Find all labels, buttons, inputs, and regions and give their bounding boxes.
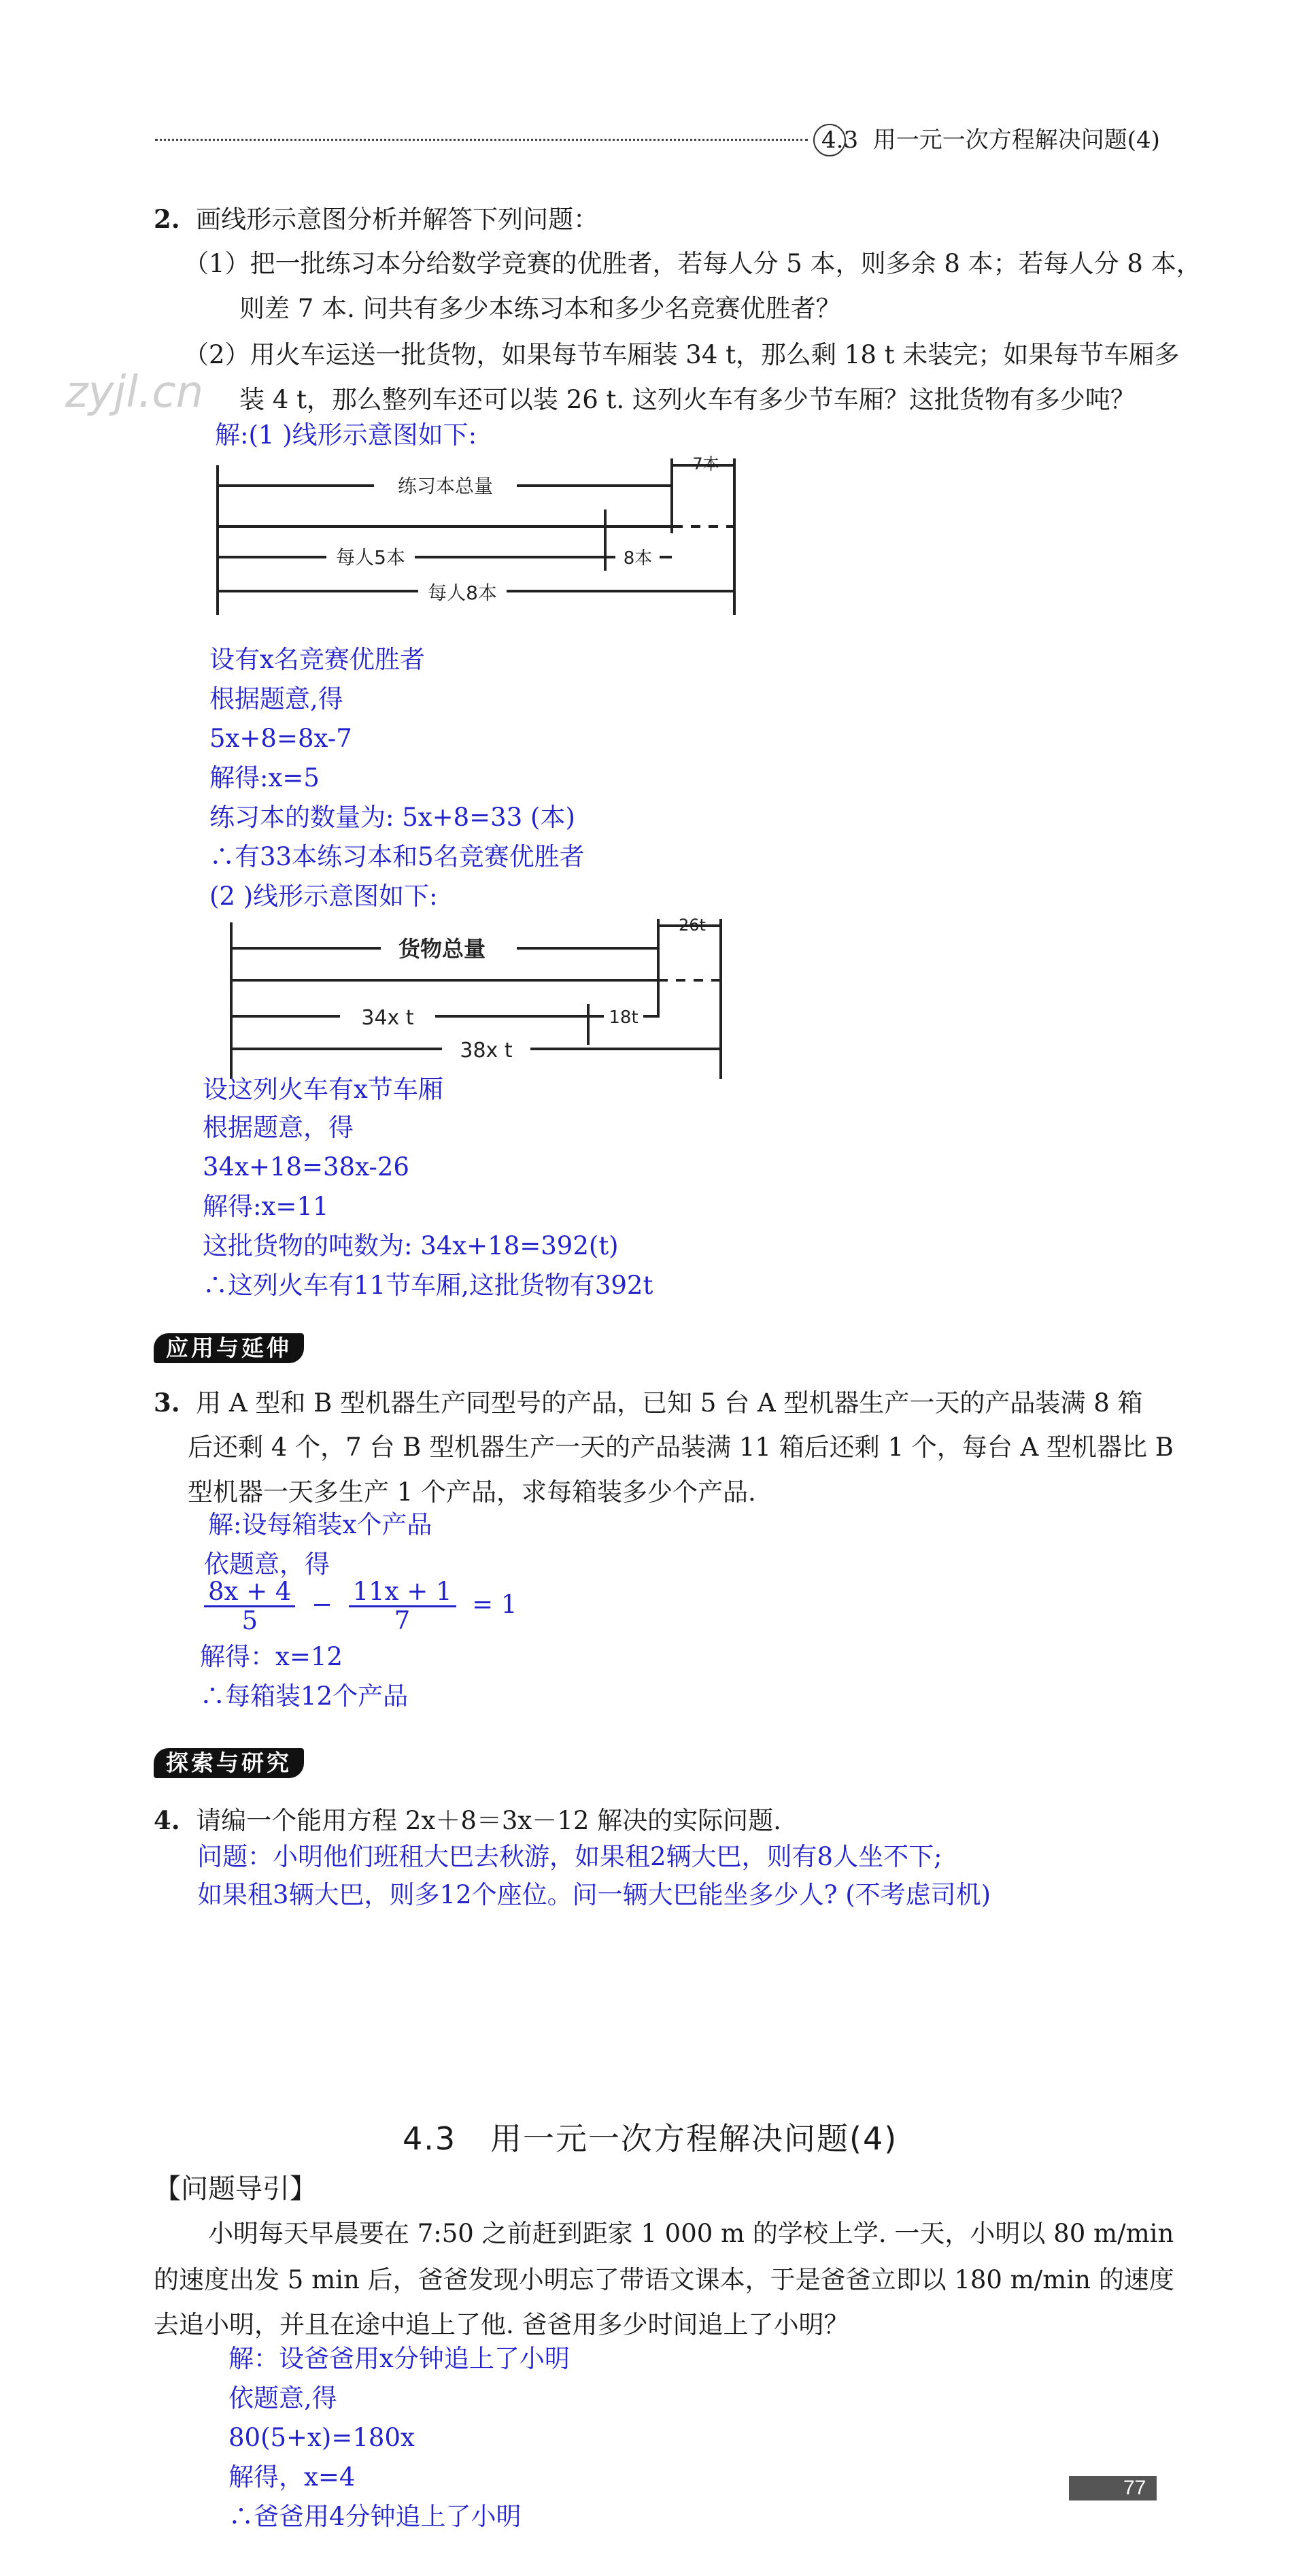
section-badge-explore: 探索与研究 <box>154 1748 304 1778</box>
diagram2-rem-label: 18t <box>609 1007 639 1028</box>
q3-answer-4: ∴每箱装12个产品 <box>200 1682 409 1711</box>
header-section-no: 4.3 <box>821 127 859 154</box>
q2-stem <box>154 204 598 235</box>
q2-diagram-2 <box>218 916 755 1086</box>
guide-answer-3: 80(5+x)=180x <box>228 2423 415 2452</box>
q3-frac1-den: 5 <box>241 1606 258 1635</box>
q3-answer-3: 解得：x=12 <box>200 1642 343 1671</box>
q3-equation <box>204 1578 517 1635</box>
q2-answer-line-13: 这批货物的吨数为: 34x+18=392(t) <box>203 1231 619 1260</box>
q2-answer-line-1: 解:(1 )线形示意图如下: <box>215 420 477 450</box>
guide-answer-1: 解：设爸爸用x分钟追上了小明 <box>228 2344 570 2373</box>
section-title-text: 用一元一次方程解决问题(4) <box>490 2120 898 2157</box>
guide-line-1: 小明每天早晨要在 7:50 之前赶到距家 1 000 m 的学校上学. 一天，小明以 80 m/min <box>208 2219 1174 2248</box>
diagram1-rem-label: 8本 <box>623 548 653 569</box>
guide-label: 【问题导引】 <box>154 2173 317 2205</box>
q2-answer-line-9: 设这列火车有x节车厢 <box>203 1075 443 1104</box>
q3-line2: 后还剩 4 个，7 台 B 型机器生产一天的产品装满 11 箱后还剩 1 个，每台 A 型机器比 B <box>188 1433 1174 1462</box>
q2-answer-line-2: 设有x名竞赛优胜者 <box>209 645 425 674</box>
q3-frac2-num: 11x + 1 <box>349 1578 456 1607</box>
header-title-text: 用一元一次方程解决问题(4) <box>872 127 1160 154</box>
q4-number: 4. <box>154 1805 180 1835</box>
watermark: zyjl.cn <box>65 367 204 418</box>
q2-answer-line-12: 解得:x=11 <box>203 1192 329 1221</box>
diagram2-per38-label: 38x t <box>460 1039 513 1063</box>
q3-line3: 型机器一天多生产 1 个产品，求每箱装多少个产品. <box>188 1477 756 1507</box>
guide-answer-5: ∴爸爸用4分钟追上了小明 <box>228 2502 522 2531</box>
q2-answer-line-3: 根据题意,得 <box>209 684 343 714</box>
q3-line1 <box>154 1388 1143 1418</box>
q2-answer-line-6: 练习本的数量为: 5x+8=33 (本) <box>209 803 575 832</box>
guide-answer-2: 依题意,得 <box>228 2383 337 2413</box>
section-title-no: 4.3 <box>403 2120 457 2157</box>
q4-answer-1: 问题：小明他们班租大巴去秋游，如果租2辆大巴，则有8人坐不下; <box>197 1842 942 1871</box>
section-title <box>403 2114 898 2159</box>
q4-stem-text: 请编一个能用方程 2x＋8＝3x－12 解决的实际问题. <box>196 1806 781 1835</box>
q2-diagram-1 <box>204 452 748 622</box>
guide-answer-4: 解得，x=4 <box>228 2462 356 2492</box>
q3-frac1-num: 8x + 4 <box>204 1578 295 1607</box>
q2-stem-text: 画线形示意图分析并解答下列问题： <box>196 205 599 234</box>
diagram2-total-label: 货物总量 <box>398 936 486 962</box>
guide-line-2: 的速度出发 5 min 后，爸爸发现小明忘了带语文课本，于是爸爸立即以 180 m/min 的速度 <box>154 2265 1174 2294</box>
q3-rhs: = 1 <box>472 1590 517 1619</box>
page-number: 77 <box>1069 2476 1157 2500</box>
guide-line-3: 去追小明，并且在途中追上了他. 爸爸用多少时间追上了小明？ <box>154 2310 849 2339</box>
q3-frac2-den: 7 <box>394 1606 411 1635</box>
q2-answer-line-10: 根据题意，得 <box>203 1113 354 1142</box>
diagram1-short-label: 7本 <box>692 454 719 473</box>
q4-stem <box>154 1805 781 1836</box>
q2-answer-line-8: (2 )线形示意图如下: <box>209 882 438 911</box>
q3-fraction-1 <box>204 1578 295 1635</box>
section-badge-apply: 应用与延伸 <box>154 1333 304 1363</box>
q3-fraction-2 <box>349 1578 456 1635</box>
header-rule <box>155 139 808 141</box>
diagram1-per5-label: 每人5本 <box>336 546 405 569</box>
diagram2-per34-label: 34x t <box>361 1006 414 1030</box>
q3-line1-text: 用 A 型和 B 型机器生产同型号的产品，已知 5 台 A 型机器生产一天的产品装满 8 箱 <box>196 1388 1143 1418</box>
diagram1-total-label: 练习本总量 <box>397 475 494 497</box>
q2-answer-line-14: ∴这列火车有11节车厢,这批货物有392t <box>203 1271 653 1300</box>
q3-number: 3. <box>154 1388 180 1418</box>
diagram2-short-label: 26t <box>679 916 706 935</box>
q3-answer-2: 依题意，得 <box>204 1550 330 1579</box>
q2-p1-line1: （1）把一批练习本分给数学竞赛的优胜者，若每人分 5 本，则多余 8 本；若每人分 8 本， <box>184 249 1202 278</box>
q2-p2-line2: 装 4 t，那么整列车还可以装 26 t. 这列火车有多少节车厢？这批货物有多少吨？ <box>239 385 1136 414</box>
q3-minus: − <box>311 1590 333 1619</box>
q2-answer-line-4: 5x+8=8x-7 <box>209 724 352 753</box>
q3-answer-1: 解:设每箱装x个产品 <box>208 1510 432 1539</box>
q2-answer-line-7: ∴有33本练习本和5名竞赛优胜者 <box>209 842 585 871</box>
q2-p1-line2: 则差 7 本. 问共有多少本练习本和多少名竞赛优胜者？ <box>239 294 841 323</box>
q2-answer-line-11: 34x+18=38x-26 <box>203 1152 409 1182</box>
q2-number: 2. <box>154 204 180 234</box>
q2-answer-line-5: 解得:x=5 <box>209 763 320 792</box>
diagram1-per8-label: 每人8本 <box>428 582 497 604</box>
q4-answer-2: 如果租3辆大巴，则多12个座位。问一辆大巴能坐多少人? (不考虑司机) <box>197 1880 991 1909</box>
q2-p2-line1: （2）用火车运送一批货物，如果每节车厢装 34 t，那么剩 18 t 未装完；如果每节车厢多 <box>184 340 1180 369</box>
header-title <box>821 125 1160 155</box>
